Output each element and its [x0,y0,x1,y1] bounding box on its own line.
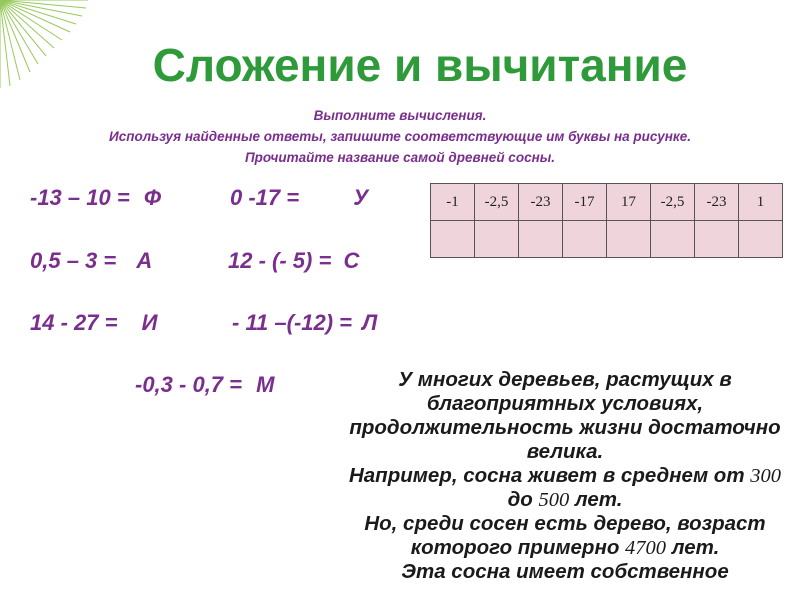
story-text [345,368,785,584]
instruction-line-3: Прочитайте название самой древней сосны. [244,150,556,165]
answer-cell: -23 [519,184,563,221]
answer-cell: -23 [695,184,739,221]
letter-cell[interactable] [563,221,607,258]
equation-6 [232,310,377,336]
answer-cell: -1 [431,184,475,221]
equation-expr: 0 -17 = [230,185,300,210]
story-paragraph-3: Но, среди сосен есть дерево, возраст которого примерно 4700 лет. [364,512,766,559]
page-title: Сложение и вычитание [152,39,688,91]
equation-expr: -13 – 10 = [30,185,130,210]
answer-cell: -2,5 [651,184,695,221]
answer-table-letters-row [431,221,783,258]
equation-letter: Ф [143,185,161,210]
letter-cell[interactable] [519,221,563,258]
letter-cell[interactable] [431,221,475,258]
equation-1 [30,185,161,211]
answer-cell: -2,5 [475,184,519,221]
equation-letter: У [353,185,369,210]
story-paragraph-2: Например, сосна живет в среднем от 300 до 500 лет. [348,464,782,511]
answer-cell: 1 [739,184,783,221]
instruction-line-1: Выполните вычисления. [313,108,487,123]
equation-expr: 14 - 27 = [30,310,118,335]
equation-expr: -0,3 - 0,7 = [135,372,243,397]
letter-cell[interactable] [651,221,695,258]
letter-cell[interactable] [475,221,519,258]
story-paragraph-1: У многих деревьев, растущих в благоприятных условиях, продолжительность жизни достаточно велика. [349,368,781,463]
equation-letter: С [343,248,360,273]
letter-cell[interactable] [695,221,739,258]
equation-expr: 0,5 – 3 = [30,248,117,273]
instruction-line-2: Используя найденные ответы, запишите соответствующие им буквы на рисунке. [109,129,691,144]
story-paragraph-4: Эта сосна имеет собственное [401,560,729,583]
equation-5 [30,310,157,336]
equation-letter: Л [362,310,378,335]
equation-3 [30,248,152,274]
answer-table-values-row [431,184,783,221]
letter-cell[interactable] [607,221,651,258]
equation-letter: А [136,248,153,273]
equation-letter: И [141,310,158,335]
answer-table [430,183,783,258]
equation-4 [228,248,359,274]
answer-cell: -17 [563,184,607,221]
equation-letter: М [256,372,275,397]
answer-cell: 17 [607,184,651,221]
equation-expr: 12 - (- 5) = [228,248,332,273]
letter-cell[interactable] [739,221,783,258]
equation-7 [135,372,274,398]
equation-expr: - 11 –(-12) = [232,310,353,335]
equation-2 [230,185,368,211]
